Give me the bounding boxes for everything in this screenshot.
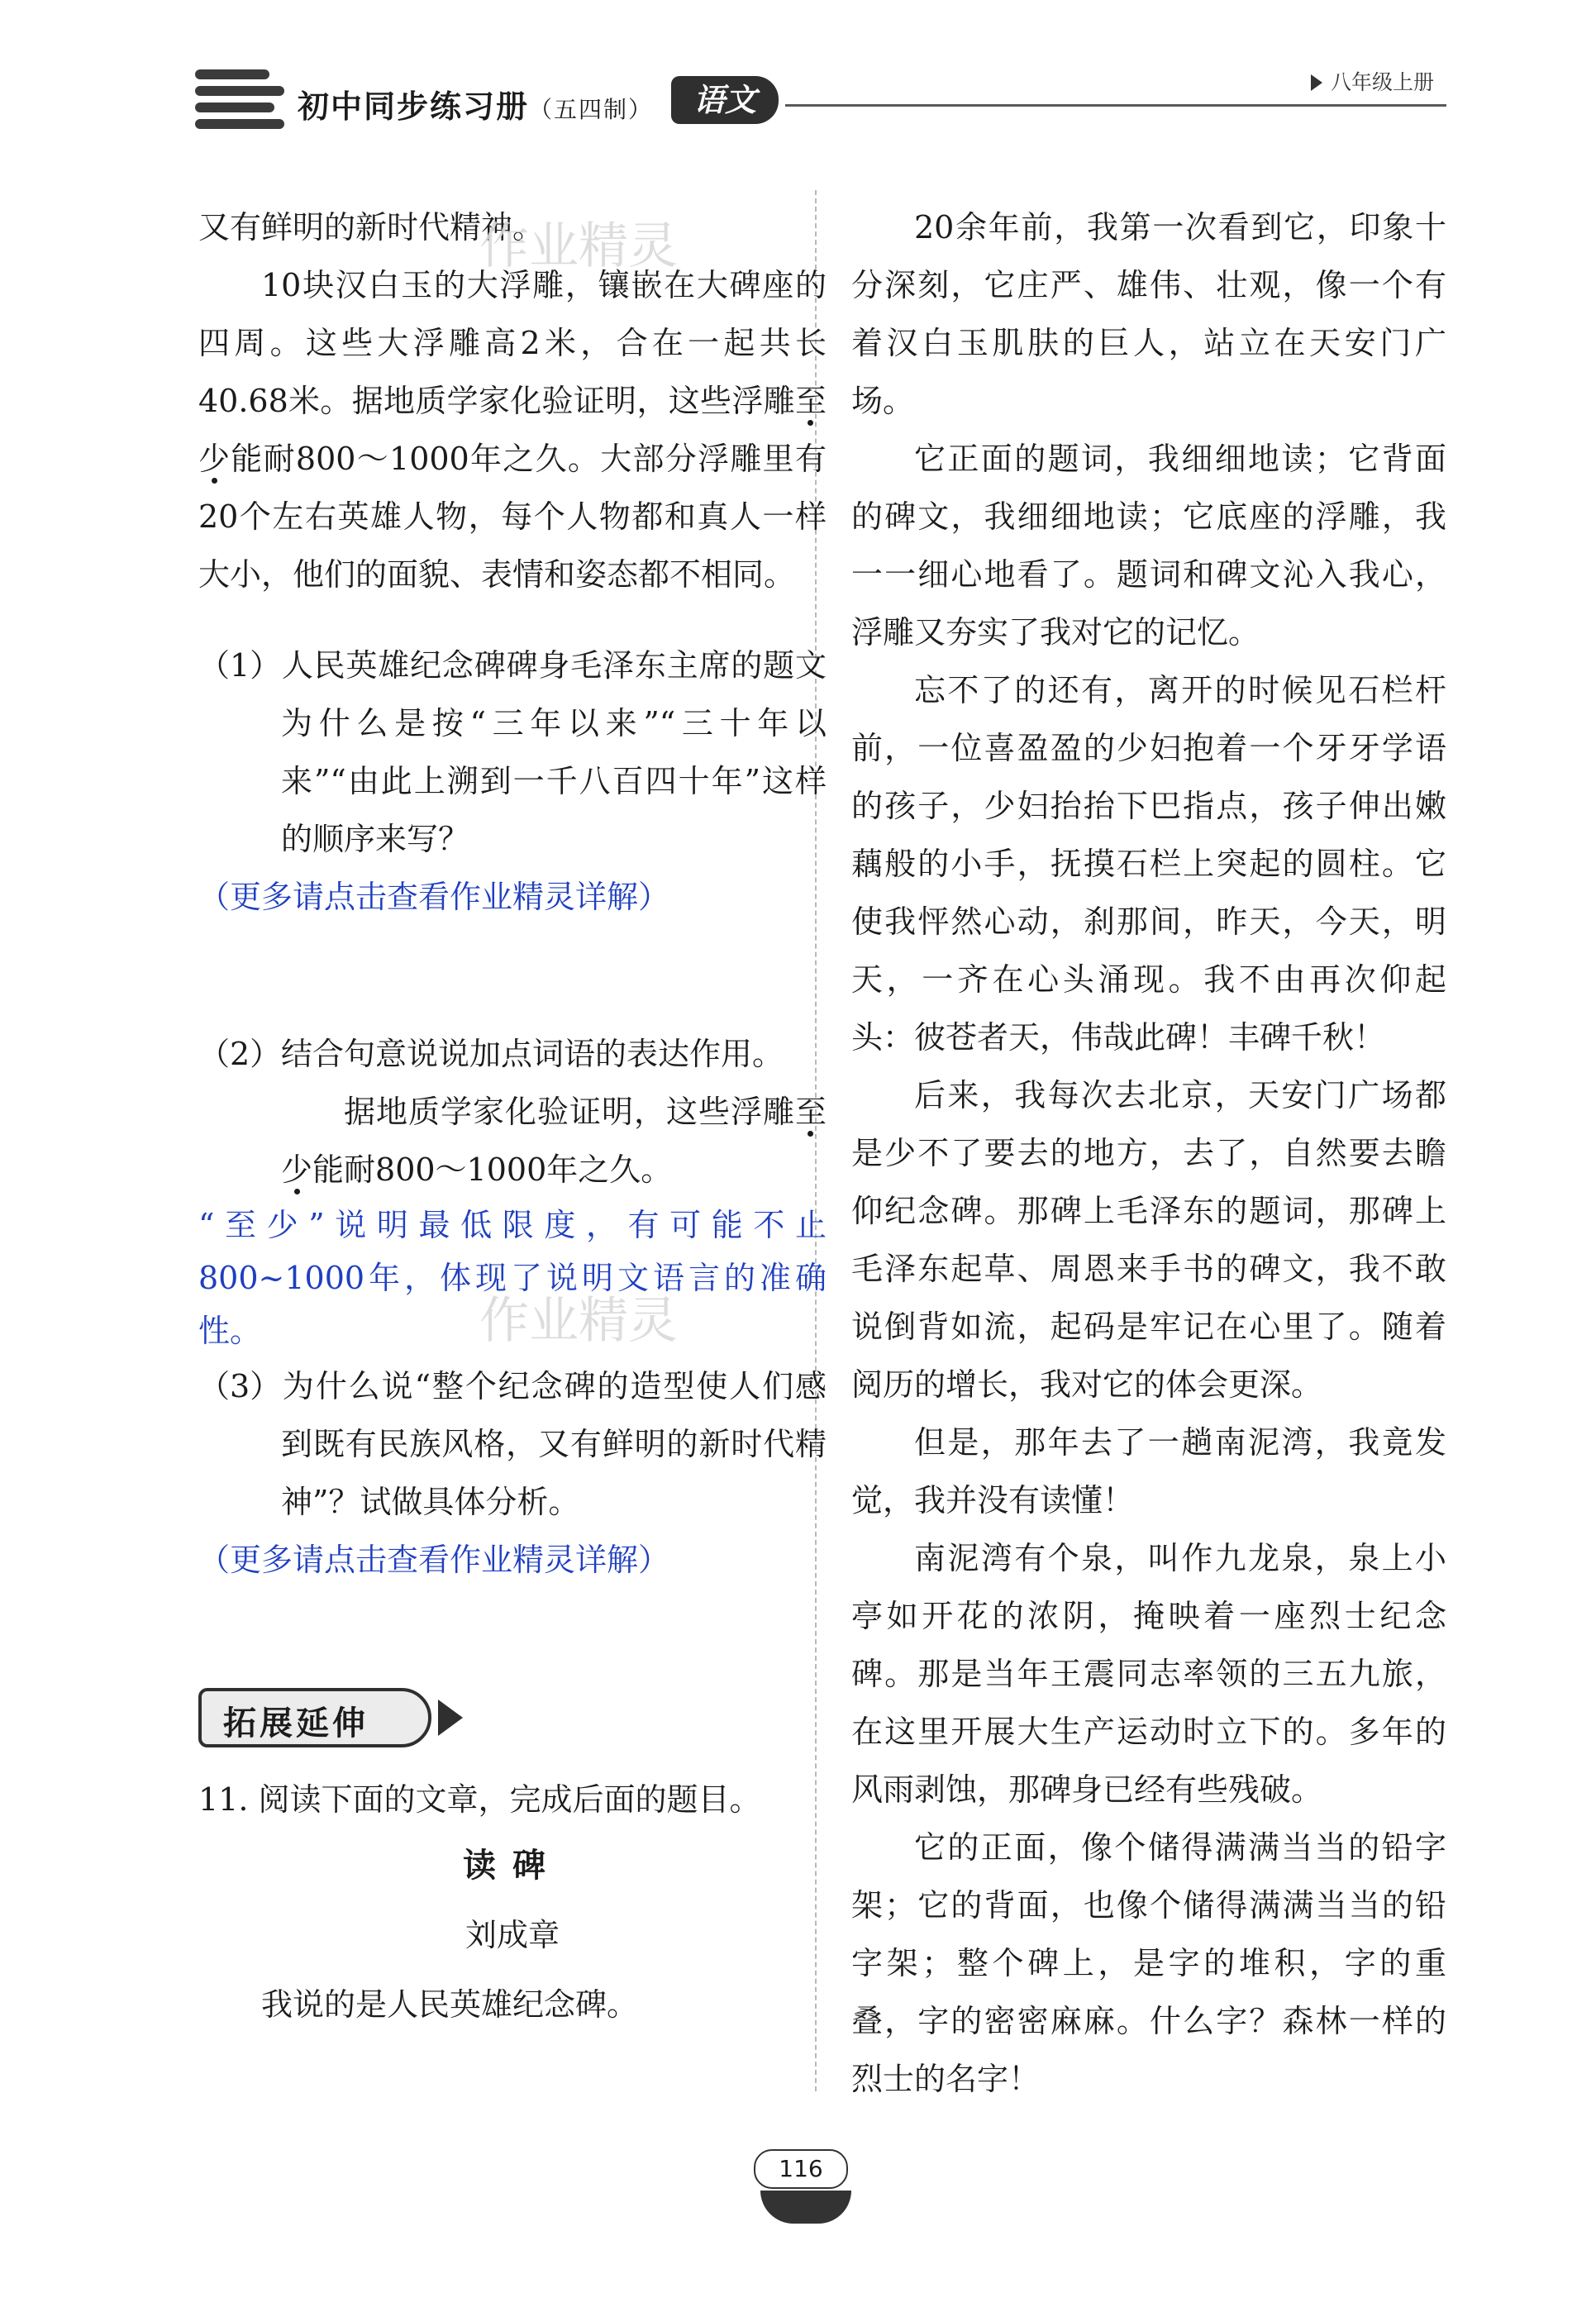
question-2-number: （2） bbox=[198, 1036, 282, 1072]
emphasis-shao: 少 bbox=[198, 441, 231, 477]
book-title bbox=[298, 81, 653, 126]
question-3-text: 为什么说“整个纪念碑的造型使人们感到既有民族风格，又有鲜明的新时代精神”？试做具体分析。 bbox=[281, 1368, 827, 1520]
books-icon bbox=[195, 69, 284, 129]
emphasis-zhi: 至 bbox=[794, 383, 827, 419]
para-1: 10块汉白玉的大浮雕，镶嵌在大碑座的四周。这些大浮雕高2米，合在一起共长40.68米。据地质学家化验证明，这些浮雕至少能耐800～1000年之久。大部分浮雕里有20个左右英雄人物，每个人物都和真人一样大小，他们的面貌、表情和姿态都不相同。 bbox=[198, 267, 827, 593]
question-2 bbox=[198, 1025, 827, 1083]
more-detail-link-2[interactable]: （更多请点击查看作业精灵详解） bbox=[198, 1542, 670, 1578]
book-edition: （五四制） bbox=[529, 96, 654, 123]
article-para-5: 但是，那年去了一趟南泥湾，我竟发觉，我并没有读懂！ bbox=[851, 1424, 1446, 1518]
question-3 bbox=[198, 1357, 827, 1531]
quote-emphasis-shao: 少 bbox=[281, 1151, 313, 1188]
section-title: 拓展延伸 bbox=[223, 1704, 369, 1743]
subject-tab: 语文 bbox=[671, 76, 779, 124]
watermark-top: 作业精灵 bbox=[479, 217, 678, 275]
cap-icon bbox=[760, 2191, 851, 2224]
article-para-2: 它正面的题词，我细细地读；它背面的碑文，我细细地读；它底座的浮雕，我一一细心地看了。题词和碑文沁入我心，浮雕又夯实了我对它的记忆。 bbox=[851, 441, 1446, 651]
article-author: 刘成章 bbox=[465, 1917, 560, 1953]
question-11: 11. 阅读下面的文章，完成后面的题目。 bbox=[198, 1781, 761, 1818]
article-para-3: 忘不了的还有，离开的时候见石栏杆前，一位喜盈盈的少妇抱着一个牙牙学语的孩子，少妇抬抬下巴指点，孩子伸出嫩藕般的小手，抚摸石栏上突起的圆柱。它使我怦然心动，刹那间，昨天，今天，明天，一齐在心头涌现。我不由再次仰起头：彼苍者天，伟哉此碑！丰碑千秋！ bbox=[851, 672, 1446, 1056]
grade-text: 八年级上册 bbox=[1331, 70, 1435, 94]
article-para-4: 后来，我每次去北京，天安门广场都是少不了要去的地方，去了，自然要去瞻仰纪念碑。那碑上毛泽东的题词，那碑上毛泽东起草、周恩来手书的碑文，我不敢说倒背如流，起码是牢记在心里了。随着阅历的增长，我对它的体会更深。 bbox=[851, 1077, 1446, 1403]
grade-label bbox=[1311, 66, 1434, 96]
article-para-6: 南泥湾有个泉，叫作九龙泉，泉上小亭如开花的浓阴，掩映着一座烈士纪念碑。那是当年王震同志率领的三五九旅，在这里开展大生产运动时立下的。多年的风雨剥蚀，那碑身已经有些残破。 bbox=[851, 1540, 1446, 1808]
quote-emphasis-zhi: 至 bbox=[794, 1094, 827, 1130]
section-badge bbox=[198, 1688, 446, 1752]
triangle-icon bbox=[1311, 74, 1322, 91]
left-column bbox=[198, 198, 827, 2033]
right-column bbox=[851, 198, 1446, 2108]
header-rule bbox=[785, 104, 1446, 107]
question-2-text: 结合句意说说加点词语的表达作用。 bbox=[281, 1036, 784, 1072]
book-title-text: 初中同步练习册 bbox=[298, 88, 530, 125]
question-2-quote: 据地质学家化验证明，这些浮雕至少能耐800～1000年之久。 bbox=[281, 1094, 827, 1188]
question-1 bbox=[198, 636, 827, 868]
para-0: 又有鲜明的新时代精神。 bbox=[198, 209, 545, 246]
more-detail-link-1[interactable]: （更多请点击查看作业精灵详解） bbox=[198, 879, 670, 915]
arrow-icon bbox=[438, 1700, 463, 1736]
article-para-7: 它的正面，像个储得满满当当的铅字架；它的背面，也像个储得满满当当的铅字架；整个碑上，是字的堆积，字的重叠，字的密密麻麻。什么字？森林一样的烈士的名字！ bbox=[851, 1829, 1446, 2097]
question-1-number: （1） bbox=[198, 647, 282, 684]
question-1-text: 人民英雄纪念碑碑身毛泽东主席的题文为什么是按“三年以来”“三十年以来”“由此上溯到一千八百四十年”这样的顺序来写？ bbox=[281, 647, 827, 857]
page-header bbox=[0, 0, 1596, 157]
page-number: 116 bbox=[754, 2149, 848, 2189]
article-para-1: 20余年前，我第一次看到它，印象十分深刻，它庄严、雄伟、壮观，像一个有着汉白玉肌肤的巨人，站立在天安门广场。 bbox=[851, 209, 1446, 419]
answer-2: “至少”说明最低限度，有可能不止800~1000年，体现了说明文语言的准确性。 bbox=[198, 1207, 827, 1349]
article-title: 读碑 bbox=[463, 1846, 562, 1885]
article-first-line: 我说的是人民英雄纪念碑。 bbox=[261, 1986, 639, 2023]
question-3-number: （3） bbox=[198, 1368, 282, 1404]
watermark-mid: 作业精灵 bbox=[479, 1292, 678, 1350]
